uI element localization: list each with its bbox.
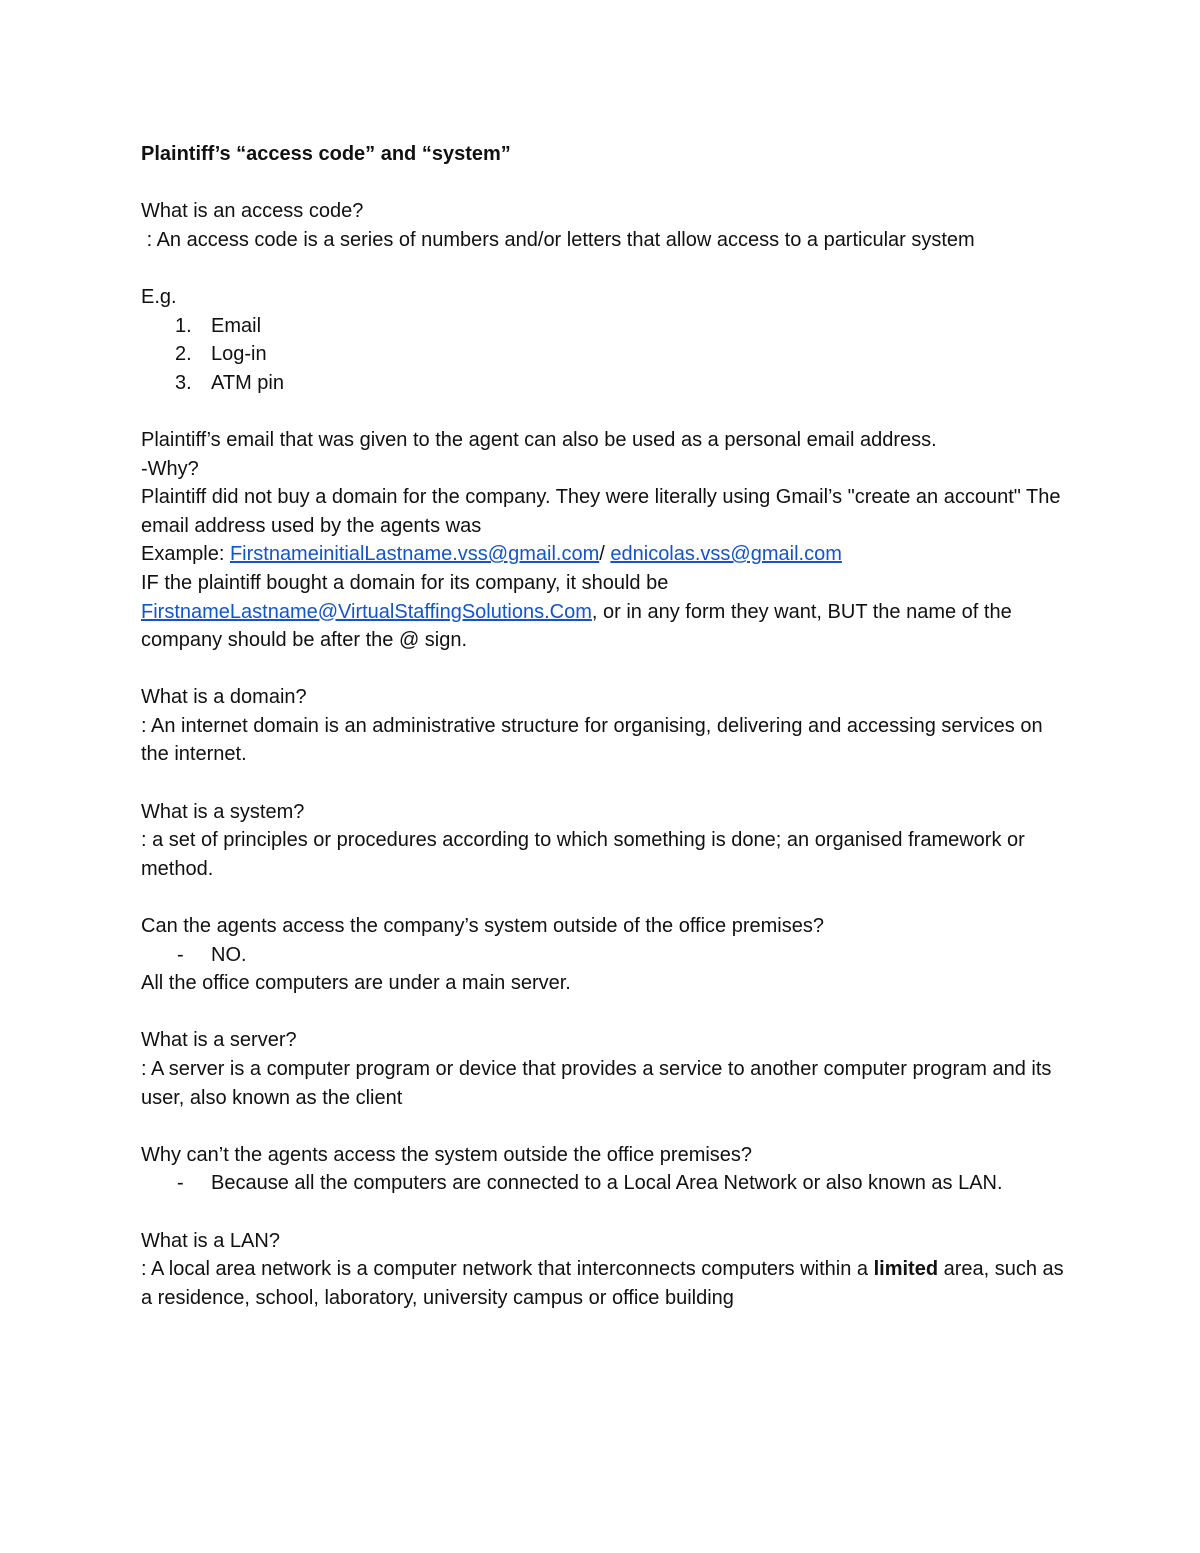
email-paragraph-line1: Plaintiff’s email that was given to the agent can also be used as a personal email address. [141, 428, 937, 451]
list-item [141, 312, 1071, 341]
list-item [141, 941, 1071, 970]
example-separator: / [599, 543, 611, 566]
spacer [141, 169, 1071, 198]
spacer [141, 254, 1071, 283]
question-why-cant: Why can’t the agents access the system outside the office premises? [141, 1143, 753, 1166]
question-system: What is a system? [141, 800, 305, 823]
list-item-text: Because all the computers are connected to a Local Area Network or also known as LAN. [211, 1172, 1003, 1195]
email-example [141, 540, 1071, 569]
spacer [141, 397, 1071, 426]
domain-statement: IF the plaintiff bought a domain for its company, it should be [141, 571, 669, 594]
question-domain: What is a domain? [141, 686, 307, 709]
example-email-link-2[interactable]: ednicolas.vss@gmail.com [610, 543, 842, 566]
outside-note: All the office computers are under a main server. [141, 972, 571, 995]
question-server: What is a server? [141, 1029, 297, 1052]
question-lan: What is a LAN? [141, 1229, 280, 1252]
list-item-text: NO. [211, 943, 247, 966]
why-cant-answer-list [141, 1169, 1071, 1198]
email-paragraph-line2: Plaintiff did not buy a domain for the company. They were literally using Gmail’s "create an account" The email address used by the agents was [141, 486, 1061, 537]
list-marker: 1. [175, 314, 192, 337]
list-item [141, 1169, 1071, 1198]
domain-example [141, 598, 1071, 655]
outside-answer-list [141, 941, 1071, 970]
spacer [141, 883, 1071, 912]
spacer [141, 1112, 1071, 1141]
answer-server: : A server is a computer program or device that provides a service to another computer program and its user, also known as the client [141, 1058, 1052, 1109]
domain-email-link[interactable]: FirstnameLastname@VirtualStaffingSolutions.Com [141, 600, 592, 623]
example-label: E.g. [141, 285, 177, 308]
answer-access-code: : An access code is a series of numbers and/or letters that allow access to a particular system [141, 228, 975, 251]
answer-lan-post: area, such as a residence, school, laboratory, university campus or office building [141, 1258, 1064, 1309]
example-prefix: Example: [141, 543, 230, 566]
list-item-text: Log-in [211, 343, 267, 366]
answer-lan-pre: : A local area network is a computer network that interconnects computers within a [141, 1258, 874, 1281]
answer-domain: : An internet domain is an administrative structure for organising, delivering and accessing services on the internet. [141, 714, 1043, 766]
list-marker: 3. [175, 371, 192, 394]
example-list [141, 312, 1071, 398]
spacer [141, 655, 1071, 684]
document-title: Plaintiff’s “access code” and “system” [141, 143, 511, 165]
example-email-link-1[interactable]: FirstnameinitialLastname.vss@gmail.com [229, 543, 600, 566]
list-marker: 2. [175, 343, 192, 366]
question-access-code: What is an access code? [141, 200, 364, 223]
list-marker: - [177, 1172, 184, 1195]
list-marker: - [177, 943, 184, 966]
list-item [141, 369, 1071, 398]
answer-lan [141, 1255, 1071, 1312]
question-outside-access: Can the agents access the company’s system outside of the office premises? [141, 915, 824, 938]
spacer [141, 1198, 1071, 1227]
list-item [141, 340, 1071, 369]
spacer [141, 998, 1071, 1027]
document-page [141, 140, 1071, 1312]
answer-lan-bold: limited [873, 1258, 939, 1281]
list-item-text: ATM pin [211, 371, 284, 394]
spacer [141, 769, 1071, 798]
email-paragraph-why: -Why? [141, 457, 199, 480]
list-item-text: Email [211, 314, 262, 337]
domain-example-rest: , or in any form they want, BUT the name of the company should be after the @ sign. [141, 600, 1012, 652]
answer-system: : a set of principles or procedures according to which something is done; an organised framework or method. [141, 829, 1025, 880]
